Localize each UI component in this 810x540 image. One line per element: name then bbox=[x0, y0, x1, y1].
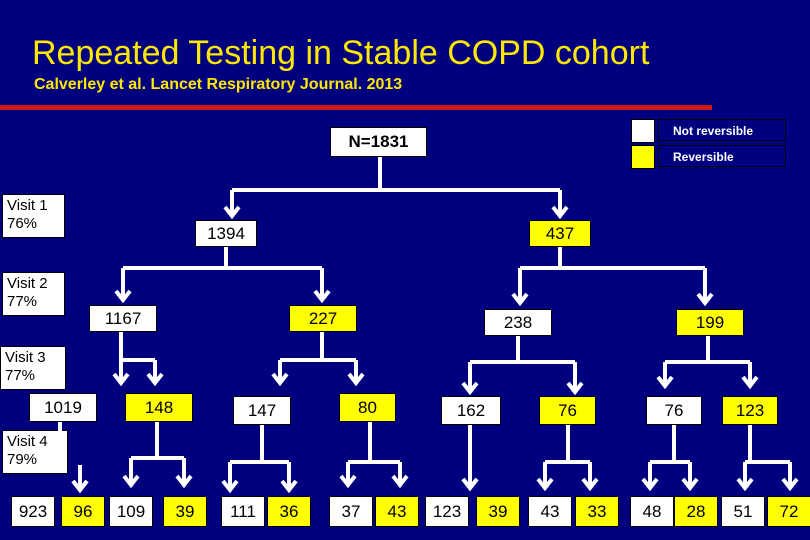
level2-node-1: 1167 bbox=[89, 305, 157, 332]
level2-node-4: 199 bbox=[676, 309, 744, 336]
level4-node-11: 43 bbox=[528, 496, 572, 527]
level4-node-2: 96 bbox=[61, 496, 105, 527]
level4-node-5: 111 bbox=[221, 496, 265, 527]
level4-node-1: 923 bbox=[11, 496, 55, 527]
level4-node-8: 43 bbox=[375, 496, 419, 527]
level3-node-1: 1019 bbox=[29, 393, 97, 422]
level4-node-12: 33 bbox=[575, 496, 619, 527]
level2-node-2: 227 bbox=[289, 305, 357, 332]
visit-2-rate: 77% bbox=[7, 293, 38, 310]
legend-label-reversible: Reversible bbox=[658, 145, 786, 167]
level2-node-3: 238 bbox=[484, 309, 552, 336]
level4-node-4: 39 bbox=[163, 496, 207, 527]
level4-node-3: 109 bbox=[109, 496, 153, 527]
visit-3-name: Visit 3 bbox=[5, 349, 46, 366]
visit-1-name: Visit 1 bbox=[7, 197, 48, 214]
level4-node-15: 51 bbox=[721, 496, 765, 527]
level4-node-14: 28 bbox=[674, 496, 718, 527]
level3-node-4: 80 bbox=[339, 393, 396, 422]
level4-node-13: 48 bbox=[630, 496, 674, 527]
visit-3-rate: 77% bbox=[5, 367, 36, 384]
level4-node-16: 72 bbox=[767, 496, 810, 527]
level1-node-1: 1394 bbox=[195, 220, 257, 247]
level3-node-3: 147 bbox=[233, 396, 291, 425]
level4-node-6: 36 bbox=[267, 496, 311, 527]
level3-node-2: 148 bbox=[125, 393, 193, 422]
level1-node-2: 437 bbox=[529, 220, 591, 247]
level3-node-8: 123 bbox=[722, 396, 778, 425]
level4-node-7: 37 bbox=[329, 496, 373, 527]
slide-subtitle: Calverley et al. Lancet Respiratory Journal. 2013 bbox=[34, 76, 403, 93]
slide-title: Repeated Testing in Stable COPD cohort bbox=[32, 34, 650, 72]
level4-node-9: 123 bbox=[425, 496, 469, 527]
level3-node-5: 162 bbox=[441, 396, 501, 425]
visit-1-rate: 76% bbox=[7, 215, 38, 232]
visit-2-name: Visit 2 bbox=[7, 275, 48, 292]
level3-node-7: 76 bbox=[646, 396, 702, 425]
visit-4-rate: 79% bbox=[7, 451, 38, 468]
visit-4-name: Visit 4 bbox=[7, 433, 48, 450]
level3-node-6: 76 bbox=[539, 396, 596, 425]
level4-node-10: 39 bbox=[476, 496, 520, 527]
legend-label-not-reversible: Not reversible bbox=[658, 119, 786, 141]
root-node: N=1831 bbox=[330, 127, 427, 157]
